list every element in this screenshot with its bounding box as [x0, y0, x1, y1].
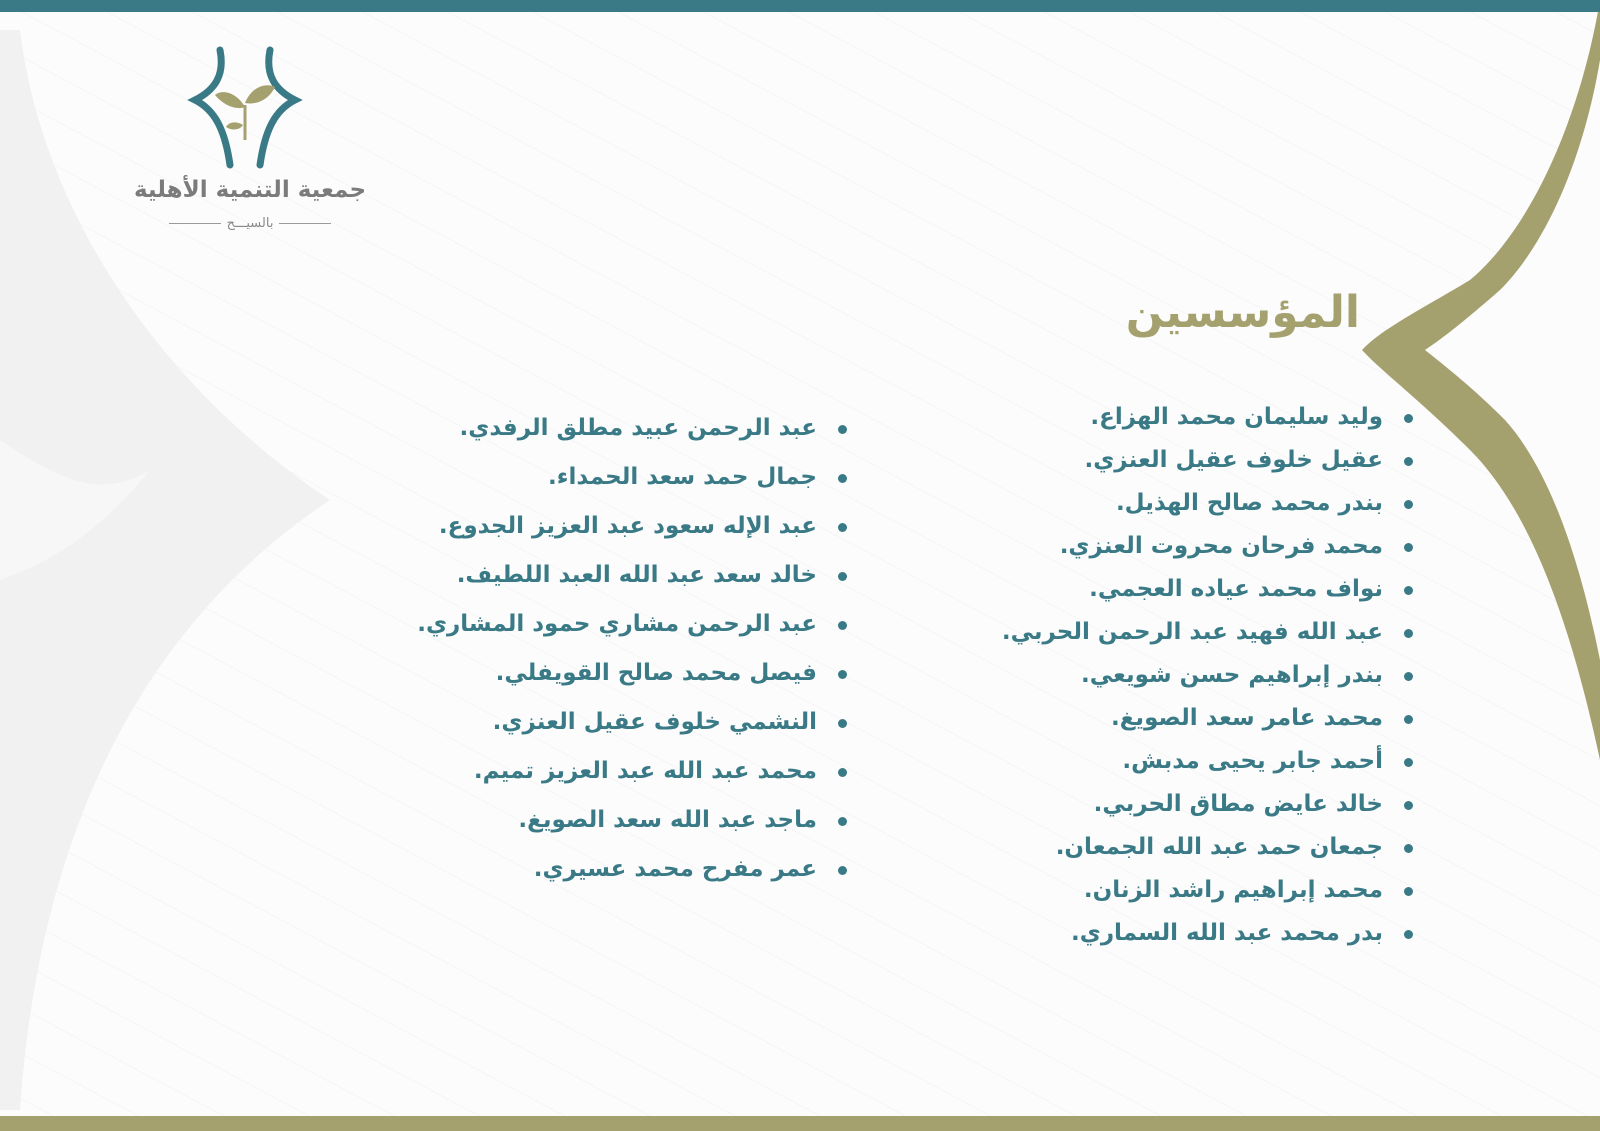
list-item: بندر إبراهيم حسن شويعي. — [1002, 654, 1383, 697]
top-bar — [0, 0, 1600, 12]
list-item: جمال حمد سعد الحمداء. — [417, 453, 817, 502]
logo-title: جمعية التنمية الأهلية — [133, 177, 367, 203]
list-item: محمد عامر سعد الصويغ. — [1002, 697, 1383, 740]
list-item: عمر مفرح محمد عسيري. — [417, 845, 817, 894]
page-title: المؤسسين — [1125, 287, 1360, 338]
list-item: النشمي خلوف عقيل العنزي. — [417, 698, 817, 747]
list-item: بدر محمد عبد الله السماري. — [1002, 912, 1383, 955]
list-item: خالد عايض مطاق الحربي. — [1002, 783, 1383, 826]
logo-subtitle: بالسيـــح — [226, 215, 274, 231]
list-item: عبد الله فهيد عبد الرحمن الحربي. — [1002, 611, 1383, 654]
logo-subtitle-row — [150, 213, 350, 233]
list-item: ماجد عبد الله سعد الصويغ. — [417, 796, 817, 845]
logo-emblem-icon — [180, 45, 310, 175]
list-item: عبد الإله سعود عبد العزيز الجدوع. — [417, 502, 817, 551]
list-item: عبد الرحمن مشاري حمود المشاري. — [417, 600, 817, 649]
list-item: محمد عبد الله عبد العزيز تميم. — [417, 747, 817, 796]
list-item: محمد فرحان محروت العنزي. — [1002, 525, 1383, 568]
list-item: محمد إبراهيم راشد الزنان. — [1002, 869, 1383, 912]
founders-list-left — [417, 404, 817, 894]
list-item: وليد سليمان محمد الهزاع. — [1002, 396, 1383, 439]
list-item: نواف محمد عياده العجمي. — [1002, 568, 1383, 611]
logo — [120, 45, 380, 245]
list-item: خالد سعد عبد الله العبد اللطيف. — [417, 551, 817, 600]
list-item: بندر محمد صالح الهذيل. — [1002, 482, 1383, 525]
list-item: أحمد جابر يحيى مدبش. — [1002, 740, 1383, 783]
list-item: فيصل محمد صالح القويفلي. — [417, 649, 817, 698]
logo-divider — [279, 223, 331, 224]
bottom-bar — [0, 1116, 1600, 1131]
founders-list-right — [1002, 396, 1383, 955]
list-item: عبد الرحمن عبيد مطلق الرفدي. — [417, 404, 817, 453]
list-item: عقيل خلوف عقيل العنزي. — [1002, 439, 1383, 482]
logo-divider — [169, 223, 221, 224]
list-item: جمعان حمد عبد الله الجمعان. — [1002, 826, 1383, 869]
